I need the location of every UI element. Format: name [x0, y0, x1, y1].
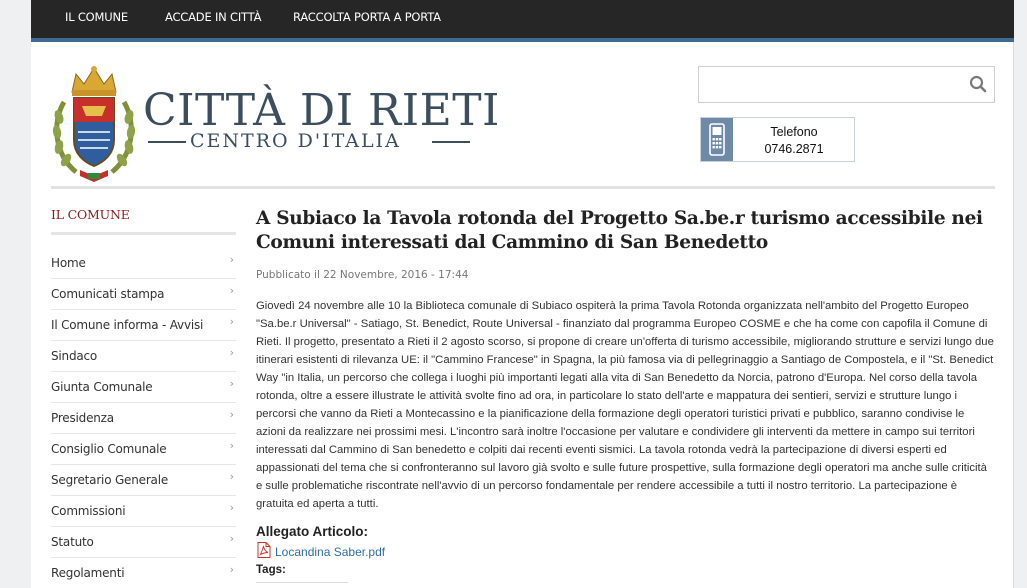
site-logo[interactable] [50, 62, 500, 182]
sidebar-item-label: Commissioni [51, 504, 126, 518]
header-divider [51, 186, 995, 189]
article-body: Giovedì 24 novembre alle 10 la Biblioteca comunale di Subiaco ospiterà la prima Tavola Rotonda organizzata nell'ambito del Progetto Europeo "Sa.be.r Universal" - Satiago, St. Benedict, Route Universal - finanziato dal programma Europeo COSME e che ha come con capofila il Comune di Rieti. Il progetto, presentato a Rieti il 2 agosto scorso, si propone di creare un'offerta di turismo accessibile, migliorando strutture e servizi lungo due itinerari esistenti di rilevanza UE: il "Cammino Francese" in Spagna, la più famosa via di pellegrinaggio a Santiago de Compostela, e il "St. Benedict Way "in Italia, un percorso che collega i luoghi più importanti legati alla vita di San Benedetto da Norcia, patrono d'Europa. Nel corso della tavola rotonda, oltre a essere illustrate le attività svolte fino ad ora, in particolare lo stato dell'arte e mappatura dei sentieri, servizi e strutture lungo i percorsi che vanno da Rieti a Montecassino e la pianificazione della formazione degli operatori turistici privati e pubblico, saranno condivise le azioni da realizzare nei prossimi mesi. L'incontro sarà inoltre l'occasione per valutare e condividere gli interventi da mettere in campo sui territori interessati dal Cammino di San benedetto e colpiti dai recenti eventi sismici. La tavola rotonda vedrà la partecipazione di diversi esperti ed appassionati del tema che si confronteranno sul lavoro già svolto e sulle future prospettive, sulla formazione degli operatori ma anche sulle criticità e sulle problematiche riscontrate nell'avvio di un percorso fondamentale per rendere accessibile a tutti il nostro territorio. La partecipazione è gratuita ed aperta a tutti. [256, 300, 994, 510]
chevron-right-icon: › [229, 501, 234, 514]
sidebar-title-divider [51, 232, 236, 235]
sidebar-item-consiglio-comunale[interactable] [51, 434, 236, 465]
chevron-right-icon: › [229, 377, 234, 390]
sidebar-item-label: Segretario Generale [51, 473, 169, 487]
article-title: A Subiaco la Tavola rotonda del Progetto Sa.be.r turismo accessibile nei Comuni interessati dal Cammino di San Benedetto [256, 208, 983, 253]
chevron-right-icon: › [229, 315, 234, 328]
sidebar-title: IL COMUNE [51, 207, 130, 222]
sidebar-item-label: Il Comune informa - Avvisi [51, 318, 204, 332]
sidebar-item-label: Sindaco [51, 349, 98, 363]
sidebar-item-statuto[interactable] [51, 527, 236, 558]
sidebar-item-comune-informa-avvisi[interactable] [51, 310, 236, 341]
phone-icon [701, 118, 733, 161]
chevron-right-icon: › [229, 470, 234, 483]
chevron-right-icon: › [229, 284, 234, 297]
sidebar-item-comunicati-stampa[interactable] [51, 279, 236, 310]
attachment-heading: Allegato Articolo: [256, 524, 369, 539]
sidebar-item-label: Regolamenti [51, 566, 125, 580]
sidebar-item-label: Statuto [51, 535, 94, 549]
chevron-right-icon: › [229, 253, 234, 266]
search-box [698, 66, 995, 103]
sidebar-item-label: Comunicati stampa [51, 287, 165, 301]
logo-subtitle: CENTRO D'ITALIA [190, 130, 401, 152]
sidebar-item-home[interactable] [51, 248, 236, 279]
chevron-right-icon: › [229, 439, 234, 452]
sidebar-item-segretario-generale[interactable] [51, 465, 236, 496]
logo-title: CITTÀ DI RIETI [143, 85, 500, 136]
sidebar-item-label: Presidenza [51, 411, 114, 425]
top-nav-accent-bar [31, 38, 1014, 42]
top-nav-il-comune[interactable]: IL COMUNE [65, 10, 128, 24]
top-nav-raccolta-porta-a-porta[interactable]: RACCOLTA PORTA A PORTA [293, 10, 441, 24]
search-icon[interactable] [968, 74, 988, 94]
chevron-right-icon: › [229, 563, 234, 576]
sidebar-item-presidenza[interactable] [51, 403, 236, 434]
pdf-file-icon [257, 542, 271, 558]
attachment-link[interactable]: Locandina Saber.pdf [275, 545, 386, 559]
logo-rule-right [432, 141, 470, 143]
sidebar-item-commissioni[interactable] [51, 496, 236, 527]
top-nav-accade-in-citta[interactable]: ACCADE IN CITTÀ [165, 10, 262, 24]
sidebar-item-label: Consiglio Comunale [51, 442, 167, 456]
chevron-right-icon: › [229, 532, 234, 545]
chevron-right-icon: › [229, 346, 234, 359]
sidebar-item-sindaco[interactable] [51, 341, 236, 372]
search-input[interactable] [707, 75, 957, 95]
phone-label: Telefono [770, 125, 818, 139]
sidebar-item-regolamenti[interactable] [51, 558, 236, 588]
phone-box[interactable] [700, 117, 855, 162]
chevron-right-icon: › [229, 408, 234, 421]
sidebar-item-giunta-comunale[interactable] [51, 372, 236, 403]
top-nav [31, 0, 1014, 38]
city-crest-icon [50, 62, 138, 184]
logo-rule-left [148, 141, 186, 143]
sidebar-item-label: Giunta Comunale [51, 380, 153, 394]
sidebar-item-label: Home [51, 256, 86, 270]
page [31, 0, 1014, 588]
tags-heading: Tags: [256, 564, 286, 576]
phone-number: 0746.2871 [764, 142, 824, 156]
article-publish-date: Pubblicato il 22 Novembre, 2016 - 17:44 [256, 269, 469, 281]
tags-divider [256, 582, 348, 583]
